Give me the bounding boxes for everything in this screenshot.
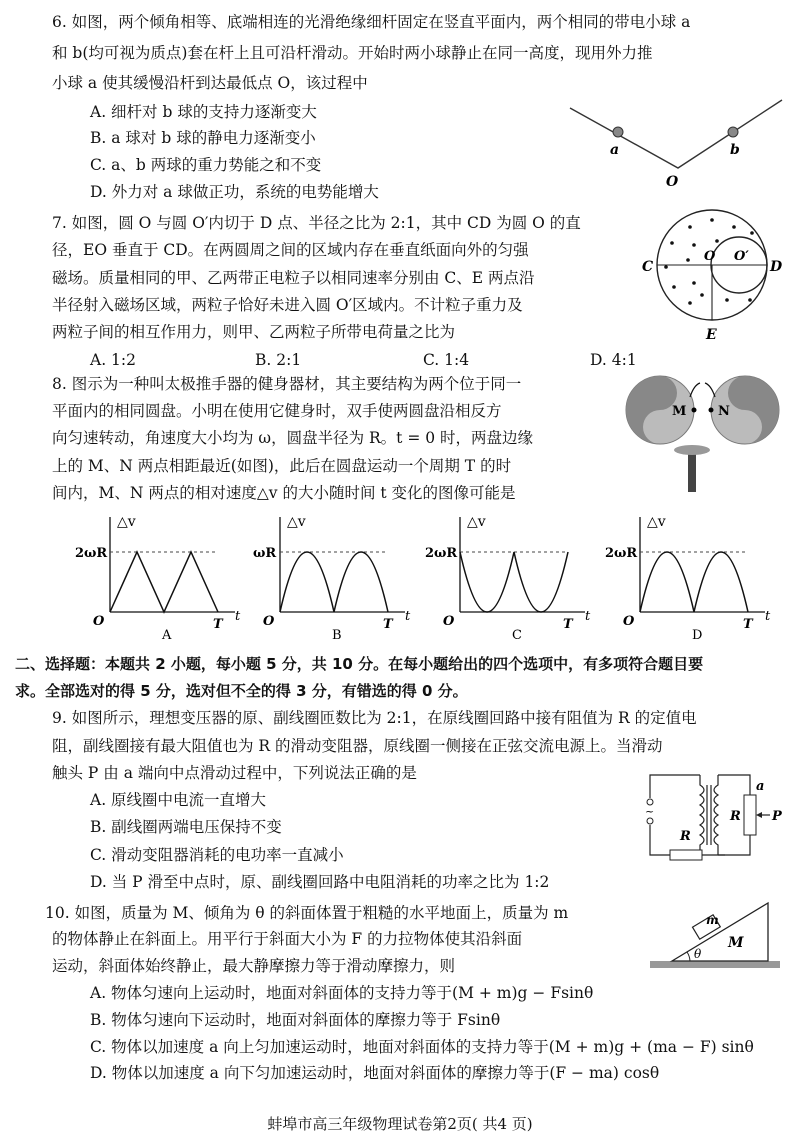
q6-option-c: C. a、b 两球的重力势能之和不变 <box>90 156 322 174</box>
q8-graph-c <box>425 512 595 643</box>
q9-line-1: 9. 如图所示，理想变压器的原、副线圈匝数比为 2:1，在原线圈回路中接有阻值为 R 的定值电 <box>52 709 697 727</box>
q7-line-4: 半径射入磁场区域，两粒子恰好未进入圆 O′区域内。不计粒子重力及 <box>52 296 523 314</box>
q8-graph-c-label: C <box>512 628 522 643</box>
q8-graph-a-tick: 2ωR <box>75 546 108 561</box>
q9-label-r2: R <box>730 809 741 824</box>
q7-option-d: D. 4:1 <box>590 351 637 369</box>
q8-graph-b-ylabel: △v <box>287 514 306 530</box>
q9-line-2: 阻，副线圈接有最大阻值也为 R 的滑动变阻器，原线圈一侧接在正弦交流电源上。当滑动 <box>52 737 663 755</box>
q10-line-1: 10. 如图，质量为 M、倾角为 θ 的斜面体置于粗糙的水平地面上，质量为 m <box>45 904 569 922</box>
q6-ball-a <box>613 127 623 137</box>
q6-option-b: B. a 球对 b 球的静电力逐渐变小 <box>90 129 316 147</box>
q7-label-c: C <box>642 259 654 275</box>
q6-line-1: 6. 如图，两个倾角相等、底端相连的光滑绝缘细杆固定在竖直平面内，两个相同的带电小球 a <box>52 13 691 31</box>
svg-text:T: T <box>213 617 223 632</box>
q8-graph-b-curve <box>280 552 388 612</box>
q8-graph-d-ylabel: △v <box>647 514 666 530</box>
q6-figure <box>570 90 785 190</box>
q8-line-1: 8. 图示为一种叫太极推手器的健身器材，其主要结构为两个位于同一 <box>52 375 522 393</box>
q9-slider-arrow <box>756 812 762 818</box>
q8-graph-a-curve <box>110 552 218 612</box>
q8-graph-c-tick: 2ωR <box>425 546 458 561</box>
q9-option-c: C. 滑动变阻器消耗的电功率一直减小 <box>90 846 344 864</box>
q7-line-5: 两粒子间的相互作用力，则甲、乙两粒子所带电荷量之比为 <box>52 323 456 341</box>
q7-label-o-prime: O′ <box>734 249 749 264</box>
q10-ground <box>650 961 780 968</box>
q9-ac-source-icon: ~ <box>645 805 655 818</box>
q8-graph-c-ylabel: △v <box>467 514 486 530</box>
q10-label-big-m: M <box>728 935 744 951</box>
q8-graph-b-label: B <box>332 628 342 643</box>
q10-option-a: A. 物体匀速向上运动时，地面对斜面体的支持力等于(M + m)g − Fsinθ <box>90 984 594 1002</box>
q6-line-2: 和 b(均可视为质点)套在杆上且可沿杆滑动。开始时两小球静止在同一高度，现用外力推 <box>52 44 653 62</box>
q8-label-m: M <box>672 404 687 419</box>
q6-label-a: a <box>610 142 620 158</box>
q6-label-b: b <box>730 142 740 158</box>
q7-label-e: E <box>706 327 717 343</box>
q8-graph-b <box>255 512 415 642</box>
q9-figure <box>640 770 790 865</box>
q10-option-b: B. 物体匀速向下运动时，地面对斜面体的摩擦力等于 Fsinθ <box>90 1011 501 1029</box>
q10-figure <box>650 895 785 975</box>
q8-graph-a-label: A <box>162 628 172 643</box>
q6-option-a: A. 细杆对 b 球的支持力逐渐变大 <box>90 103 317 121</box>
q9-option-a: A. 原线圈中电流一直增大 <box>90 791 267 809</box>
q8-figure <box>620 375 785 495</box>
q7-figure <box>642 205 782 345</box>
svg-text:t: t <box>235 609 241 624</box>
q8-graph-a <box>75 512 245 643</box>
q8-graph-d-tick: 2ωR <box>605 546 638 561</box>
q10-line-2: 的物体静止在斜面上。用平行于斜面大小为 F 的力拉物体使其沿斜面 <box>52 930 523 948</box>
q8-graph-a-ylabel: △v <box>117 514 136 530</box>
svg-text:O: O <box>263 614 275 629</box>
svg-text:T: T <box>383 617 393 632</box>
svg-text:O: O <box>93 614 105 629</box>
q7-option-b: B. 2:1 <box>255 351 302 369</box>
q8-line-5: 间内，M、N 两点的相对速度△v 的大小随时间 t 变化的图像可能是 <box>52 484 516 502</box>
q8-label-n: N <box>718 404 730 419</box>
q10-incline <box>672 903 768 961</box>
q10-option-d: D. 物体以加速度 a 向下匀加速运动时，地面对斜面体的摩擦力等于(F − ma) cosθ <box>90 1064 660 1082</box>
q6-option-d: D. 外力对 a 球做正功，系统的电势能增大 <box>90 183 379 201</box>
svg-text:T: T <box>563 617 573 632</box>
q9-option-d: D. 当 P 滑至中点时，原、副线圈回路中电阻消耗的功率之比为 1:2 <box>90 873 550 891</box>
q7-line-1: 7. 如图，圆 O 与圆 O′内切于 D 点、半径之比为 2:1，其中 CD 为圆 O 的直 <box>52 214 581 232</box>
q8-base <box>674 445 710 455</box>
q6-ball-b <box>728 127 738 137</box>
section2-heading-line-1: 二、选择题：本题共 2 小题，每小题 5 分，共 10 分。在每小题给出的四个选项中，有多项符合题目要 <box>15 655 704 673</box>
q6-line-3: 小球 a 使其缓慢沿杆到达最低点 O，该过程中 <box>52 74 368 92</box>
q7-line-3: 磁场。质量相同的甲、乙两带正电粒子以相同速率分别由 C、E 两点沿 <box>52 269 535 287</box>
q8-graph-b-tick: ωR <box>253 546 277 561</box>
q8-line-2: 平面内的相同圆盘。小明在使用它健身时，双手使两圆盘沿相反方 <box>52 402 502 420</box>
q8-line-3: 向匀速转动，角速度大小均为 ω，圆盘半径为 R。t = 0 时，两盘边缘 <box>52 429 534 447</box>
q9-option-b: B. 副线圈两端电压保持不变 <box>90 818 282 836</box>
q9-label-r1: R <box>680 829 691 844</box>
q10-label-theta: θ <box>694 947 702 961</box>
q8-graph-d-label: D <box>692 628 703 643</box>
q6-rods <box>570 100 782 168</box>
q10-label-m: m <box>706 913 719 927</box>
q7-option-a: A. 1:2 <box>90 351 136 369</box>
q9-label-a: a <box>756 779 765 794</box>
q9-resistor-primary <box>670 850 702 860</box>
q9-label-p: P <box>772 809 782 824</box>
q7-label-d: D <box>770 259 783 275</box>
svg-text:O: O <box>443 614 455 629</box>
q10-option-c: C. 物体以加速度 a 向上匀加速运动时，地面对斜面体的支持力等于(M + m)g + (ma − F) sinθ <box>90 1038 754 1056</box>
q8-graph-c-curve <box>460 552 568 612</box>
q8-graph-d-curve <box>640 552 748 612</box>
svg-text:t: t <box>405 609 411 624</box>
q7-option-c: C. 1:4 <box>423 351 470 369</box>
section2-heading-line-2: 求。全部选对的得 5 分，选对但不全的得 3 分，有错选的得 0 分。 <box>15 682 468 700</box>
q8-graph-d <box>605 512 775 643</box>
q6-label-o: O <box>666 174 679 190</box>
q9-line-3: 触头 P 由 a 端向中点滑动过程中，下列说法正确的是 <box>52 764 417 782</box>
q8-line-4: 上的 M、N 两点相距最近(如图)，此后在圆盘运动一个周期 T 的时 <box>52 457 512 475</box>
svg-text:O: O <box>623 614 635 629</box>
svg-text:t: t <box>585 609 591 624</box>
q9-rheostat <box>744 795 756 835</box>
q7-label-o: O <box>704 249 716 264</box>
q7-line-2: 径，EO 垂直于 CD。在两圆周之间的区域内存在垂直纸面向外的匀强 <box>52 241 529 259</box>
q10-line-3: 运动，斜面体始终静止，最大静摩擦力等于滑动摩擦力，则 <box>52 957 456 975</box>
page-footer: 蚌埠市高三年级物理试卷第2页( 共4 页) <box>267 1115 533 1133</box>
svg-text:t: t <box>765 609 771 624</box>
svg-text:T: T <box>743 617 753 632</box>
